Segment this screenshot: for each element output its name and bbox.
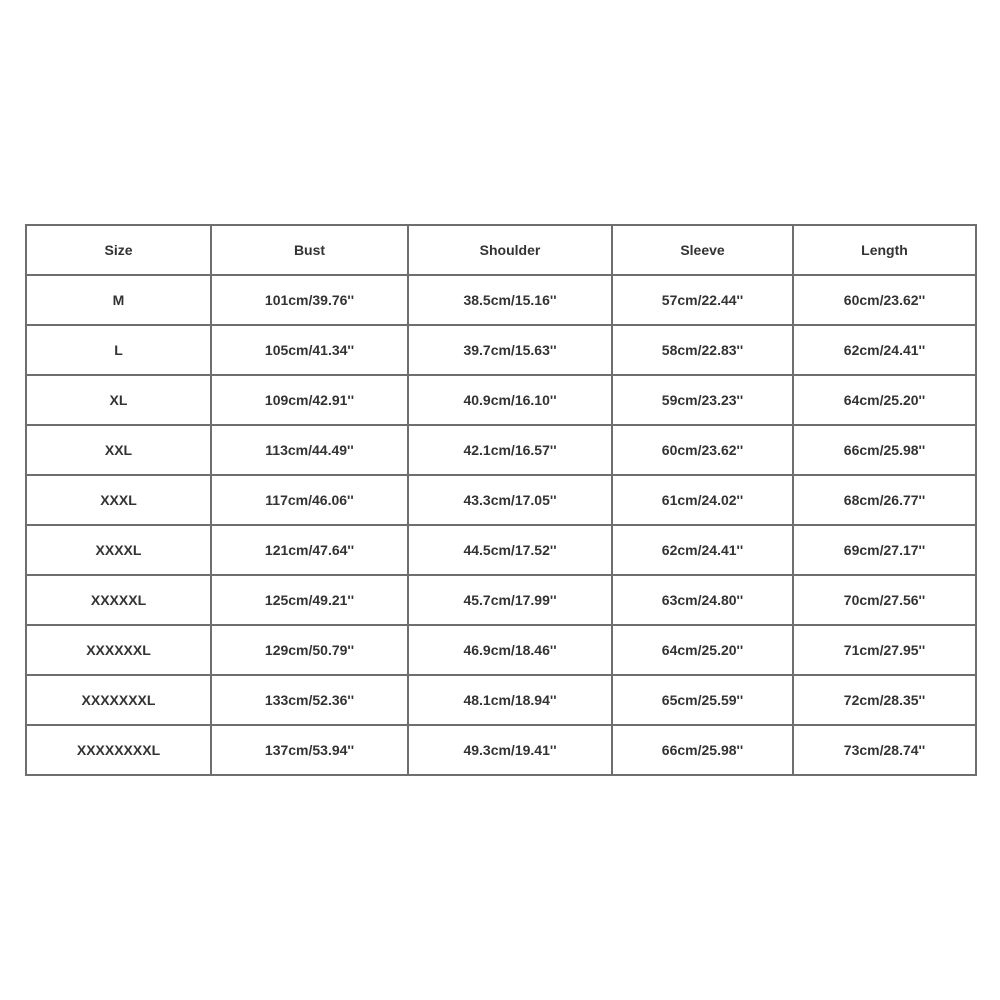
cell-sleeve: 66cm/25.98'' [612,725,793,775]
cell-length: 62cm/24.41'' [793,325,976,375]
table-row [26,575,976,625]
table-row [26,375,976,425]
cell-bust: 117cm/46.06'' [211,475,408,525]
cell-shoulder: 39.7cm/15.63'' [408,325,612,375]
cell-bust: 121cm/47.64'' [211,525,408,575]
cell-length: 66cm/25.98'' [793,425,976,475]
cell-size: XXXXXXXXL [26,725,211,775]
header-size: Size [26,225,211,275]
cell-size: XL [26,375,211,425]
cell-shoulder: 45.7cm/17.99'' [408,575,612,625]
table-row [26,625,976,675]
header-sleeve: Sleeve [612,225,793,275]
header-bust: Bust [211,225,408,275]
cell-size: XXL [26,425,211,475]
cell-size: XXXXXXL [26,625,211,675]
table-row [26,675,976,725]
size-chart-table [25,224,977,776]
cell-bust: 109cm/42.91'' [211,375,408,425]
table-row [26,425,976,475]
cell-shoulder: 48.1cm/18.94'' [408,675,612,725]
cell-bust: 105cm/41.34'' [211,325,408,375]
cell-bust: 137cm/53.94'' [211,725,408,775]
cell-sleeve: 59cm/23.23'' [612,375,793,425]
cell-length: 73cm/28.74'' [793,725,976,775]
cell-length: 64cm/25.20'' [793,375,976,425]
table-row [26,725,976,775]
cell-shoulder: 38.5cm/15.16'' [408,275,612,325]
cell-sleeve: 57cm/22.44'' [612,275,793,325]
header-length: Length [793,225,976,275]
cell-size: M [26,275,211,325]
cell-length: 71cm/27.95'' [793,625,976,675]
cell-length: 72cm/28.35'' [793,675,976,725]
cell-shoulder: 43.3cm/17.05'' [408,475,612,525]
table-row [26,475,976,525]
cell-length: 70cm/27.56'' [793,575,976,625]
cell-sleeve: 65cm/25.59'' [612,675,793,725]
cell-shoulder: 46.9cm/18.46'' [408,625,612,675]
cell-size: XXXL [26,475,211,525]
cell-length: 68cm/26.77'' [793,475,976,525]
table-header-row [26,225,976,275]
table-row [26,525,976,575]
cell-bust: 113cm/44.49'' [211,425,408,475]
cell-size: XXXXXXXL [26,675,211,725]
cell-sleeve: 62cm/24.41'' [612,525,793,575]
cell-sleeve: 61cm/24.02'' [612,475,793,525]
cell-length: 69cm/27.17'' [793,525,976,575]
cell-size: L [26,325,211,375]
cell-bust: 125cm/49.21'' [211,575,408,625]
cell-sleeve: 64cm/25.20'' [612,625,793,675]
cell-sleeve: 60cm/23.62'' [612,425,793,475]
cell-shoulder: 42.1cm/16.57'' [408,425,612,475]
cell-bust: 101cm/39.76'' [211,275,408,325]
cell-length: 60cm/23.62'' [793,275,976,325]
cell-size: XXXXXL [26,575,211,625]
cell-size: XXXXL [26,525,211,575]
cell-sleeve: 63cm/24.80'' [612,575,793,625]
header-shoulder: Shoulder [408,225,612,275]
table-row [26,325,976,375]
cell-shoulder: 49.3cm/19.41'' [408,725,612,775]
cell-shoulder: 40.9cm/16.10'' [408,375,612,425]
cell-bust: 129cm/50.79'' [211,625,408,675]
cell-sleeve: 58cm/22.83'' [612,325,793,375]
table-row [26,275,976,325]
cell-shoulder: 44.5cm/17.52'' [408,525,612,575]
cell-bust: 133cm/52.36'' [211,675,408,725]
